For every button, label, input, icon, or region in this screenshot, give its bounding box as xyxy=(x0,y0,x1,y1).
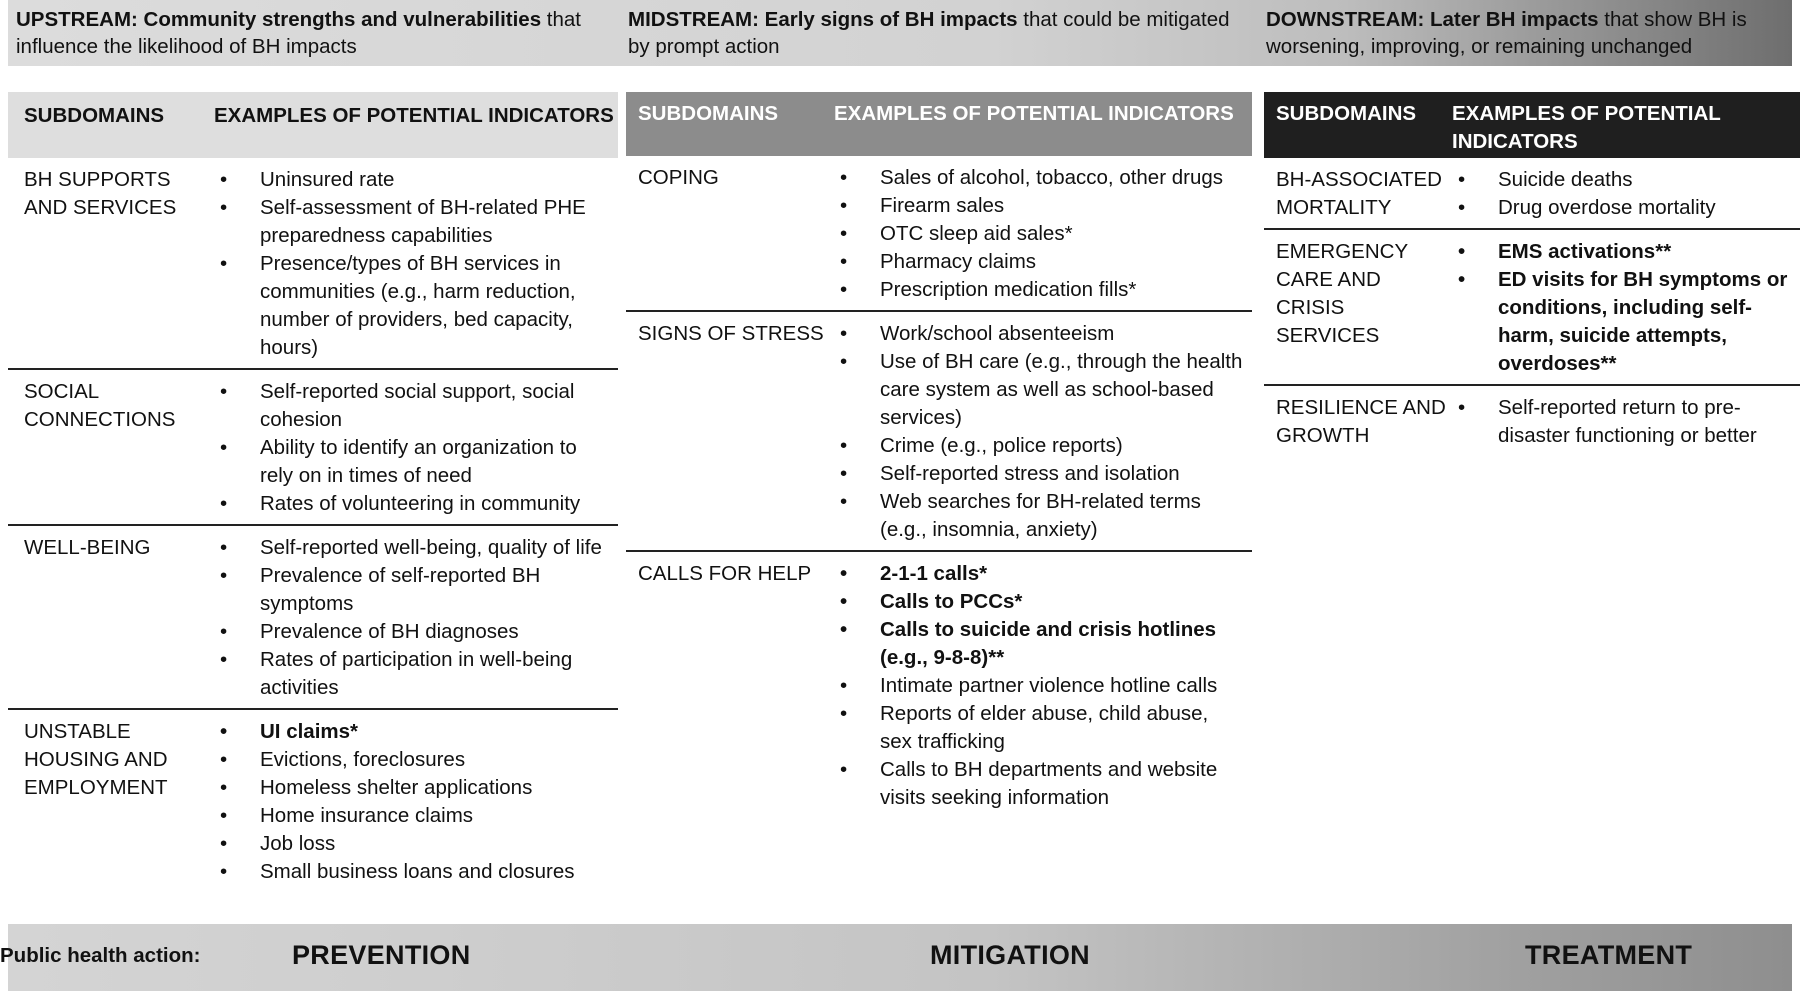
subdomain-label: SIGNS OF STRESS xyxy=(638,322,824,345)
indicator-list xyxy=(1452,158,1800,228)
indicator-item: • ED visits for BH symptoms or conditions, including self-harm, suicide attempts, overdoses** xyxy=(1452,266,1800,378)
downstream-rows xyxy=(1264,158,1800,456)
indicators-header: EXAMPLES OF POTENTIAL INDICATORS xyxy=(214,104,614,127)
indicator-list xyxy=(1452,386,1800,456)
indicator-item: • Self-assessment of BH-related PHE preparedness capabilities xyxy=(214,194,618,250)
indicator-item: • Homeless shelter applications xyxy=(214,774,618,802)
indicator-item: • OTC sleep aid sales* xyxy=(834,220,1252,248)
upstream-heading-bold: UPSTREAM: Community strengths and vulnerabilities xyxy=(16,8,542,31)
subdomain-label: WELL-BEING xyxy=(24,536,151,559)
indicator-item: • Presence/types of BH services in communities (e.g., harm reduction, number of providers, bed capacity, hours) xyxy=(214,250,618,362)
indicator-item: • Sales of alcohol, tobacco, other drugs xyxy=(834,164,1252,192)
midstream-heading-bold: MIDSTREAM: Early signs of BH impacts xyxy=(628,8,1018,31)
midstream-heading-rest: that could be mitigated by prompt action xyxy=(628,8,1230,58)
indicator-item: • Evictions, foreclosures xyxy=(214,746,618,774)
indicator-item: • Prevalence of BH diagnoses xyxy=(214,618,618,646)
downstream-heading-rest: that show BH is worsening, improving, or remaining unchanged xyxy=(1266,8,1747,58)
upstream-heading-rest: that influence the likelihood of BH impacts xyxy=(16,8,581,58)
treatment-label: TREATMENT xyxy=(1525,940,1693,970)
indicator-list xyxy=(214,526,618,708)
subdomains-header: SUBDOMAINS xyxy=(24,104,165,127)
indicator-item: • Calls to BH departments and website visits seeking information xyxy=(834,756,1252,812)
indicator-item: • Self-reported stress and isolation xyxy=(834,460,1252,488)
subdomain-label: BH-ASSOCIATED MORTALITY xyxy=(1276,168,1442,219)
prevention-label: PREVENTION xyxy=(292,940,471,970)
subdomain-row xyxy=(626,156,1252,312)
indicator-item: • Reports of elder abuse, child abuse, sex trafficking xyxy=(834,700,1252,756)
subdomain-label: RESILIENCE AND GROWTH xyxy=(1276,396,1446,447)
upstream-heading xyxy=(16,6,616,60)
indicator-list xyxy=(214,158,618,368)
indicator-item: • Web searches for BH-related terms (e.g., insomnia, anxiety) xyxy=(834,488,1252,544)
midstream-heading xyxy=(628,6,1248,60)
indicator-item: • Home insurance claims xyxy=(214,802,618,830)
subdomains-header: SUBDOMAINS xyxy=(1276,102,1417,125)
indicator-list xyxy=(834,552,1252,818)
midstream-rows xyxy=(626,156,1252,818)
downstream-heading xyxy=(1266,6,1786,60)
indicator-item: • Ability to identify an organization to rely on in times of need xyxy=(214,434,618,490)
indicator-item: • Self-reported social support, social cohesion xyxy=(214,378,618,434)
subdomain-row xyxy=(8,370,618,526)
indicator-item: • Self-reported return to pre-disaster functioning or better xyxy=(1452,394,1800,450)
indicator-item: • 2-1-1 calls* xyxy=(834,560,1252,588)
indicator-item: • Suicide deaths xyxy=(1452,166,1800,194)
indicator-item: • Self-reported well-being, quality of life xyxy=(214,534,618,562)
downstream-heading-bold: DOWNSTREAM: Later BH impacts xyxy=(1266,8,1599,31)
subdomains-header: SUBDOMAINS xyxy=(638,102,779,125)
indicator-item: • Firearm sales xyxy=(834,192,1252,220)
subdomain-row xyxy=(626,312,1252,552)
indicator-item: • Calls to PCCs* xyxy=(834,588,1252,616)
subdomain-row xyxy=(8,710,618,892)
subdomain-label: COPING xyxy=(638,166,719,189)
indicator-item: • Drug overdose mortality xyxy=(1452,194,1800,222)
subdomain-label: CALLS FOR HELP xyxy=(638,562,812,585)
upstream-column-header xyxy=(8,92,618,158)
indicator-item: • Job loss xyxy=(214,830,618,858)
downstream-column xyxy=(1264,92,1800,456)
indicator-item: • UI claims* xyxy=(214,718,618,746)
indicator-item: • Prevalence of self-reported BH symptoms xyxy=(214,562,618,618)
indicator-item: • Rates of participation in well-being activities xyxy=(214,646,618,702)
subdomain-row xyxy=(1264,158,1800,230)
indicator-list xyxy=(214,370,618,524)
indicator-list xyxy=(834,312,1252,550)
subdomain-row xyxy=(8,526,618,710)
upstream-rows xyxy=(8,158,618,892)
subdomain-label: SOCIAL CONNECTIONS xyxy=(24,380,176,431)
subdomain-label: EMERGENCY CARE AND CRISIS SERVICES xyxy=(1276,240,1408,347)
subdomain-row xyxy=(626,552,1252,818)
indicator-item: • Pharmacy claims xyxy=(834,248,1252,276)
indicator-item: • Intimate partner violence hotline calls xyxy=(834,672,1252,700)
indicator-item: • Uninsured rate xyxy=(214,166,618,194)
subdomain-label: BH SUPPORTS AND SERVICES xyxy=(24,168,177,219)
indicator-item: • Work/school absenteeism xyxy=(834,320,1252,348)
subdomain-label: UNSTABLE HOUSING AND EMPLOYMENT xyxy=(24,720,168,799)
indicator-item: • Small business loans and closures xyxy=(214,858,618,886)
mitigation-label: MITIGATION xyxy=(930,940,1090,970)
indicator-item: • EMS activations** xyxy=(1452,238,1800,266)
indicators-header: EXAMPLES OF POTENTIAL INDICATORS xyxy=(834,102,1234,125)
downstream-column-header xyxy=(1264,92,1800,158)
indicator-list xyxy=(1452,230,1800,384)
indicator-item: • Crime (e.g., police reports) xyxy=(834,432,1252,460)
subdomain-row xyxy=(1264,386,1800,456)
subdomain-row xyxy=(1264,230,1800,386)
midstream-column-header xyxy=(626,92,1252,156)
indicator-item: • Prescription medication fills* xyxy=(834,276,1252,304)
indicator-item: • Rates of volunteering in community xyxy=(214,490,618,518)
midstream-column xyxy=(626,92,1252,818)
indicator-item: • Calls to suicide and crisis hotlines (e.g., 9-8-8)** xyxy=(834,616,1252,672)
indicator-list xyxy=(834,156,1252,310)
indicator-item: • Use of BH care (e.g., through the health care system as well as school-based services) xyxy=(834,348,1252,432)
upstream-column xyxy=(8,92,618,892)
subdomain-row xyxy=(8,158,618,370)
public-health-action-label: Public health action: xyxy=(0,944,201,967)
indicators-header: EXAMPLES OF POTENTIAL INDICATORS xyxy=(1452,102,1721,153)
indicator-list xyxy=(214,710,618,892)
